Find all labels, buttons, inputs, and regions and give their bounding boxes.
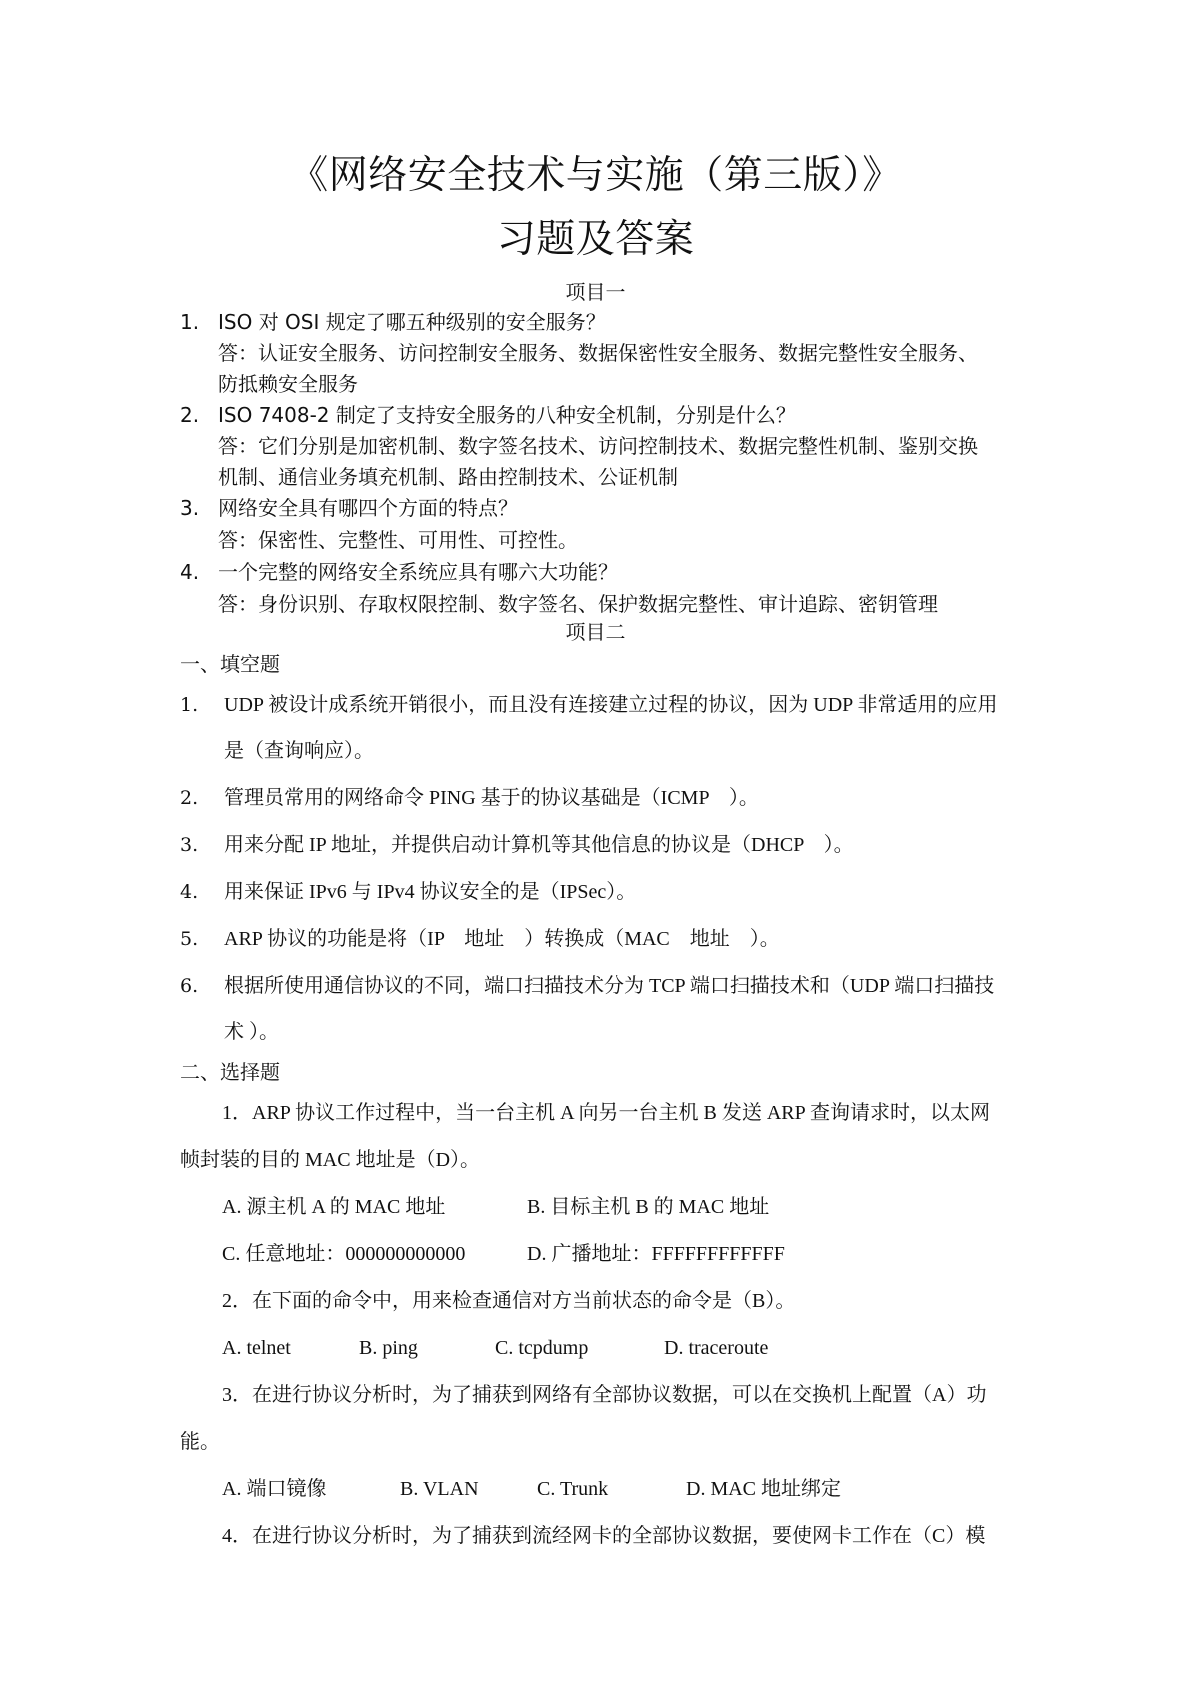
p1-q3-answer-line: 答：保密性、完整性、可用性、可控性。 (218, 528, 578, 552)
fb-q2-number: 2. (180, 787, 199, 809)
choice-q3-option-b: B. VLAN (400, 1478, 479, 1500)
fb-q6-number: 6. (180, 975, 199, 997)
p1-q3-number: 3. (180, 496, 200, 520)
document-subtitle: 习题及答案 (496, 217, 695, 262)
document-title: 《网络安全技术与实施（第三版）》 (289, 153, 902, 198)
p1-q4-answer-line: 答：身份识别、存取权限控制、数字签名、保护数据完整性、审计追踪、密钥管理 (218, 592, 938, 616)
choice-q3-line: 能。 (180, 1431, 220, 1453)
choice-q1-option-b: B. 目标主机 B 的 MAC 地址 (527, 1196, 770, 1218)
choice-q2-option-b: B. ping (359, 1337, 418, 1359)
fb-q1-line: UDP 被设计成系统开销很小，而且没有连接建立过程的协议，因为 UDP 非常适用的应用 (224, 694, 998, 716)
choice-q3-line: 3．在进行协议分析时，为了捕获到网络有全部协议数据，可以在交换机上配置（A）功 (222, 1384, 987, 1406)
choice-q2-line: 2．在下面的命令中，用来检查通信对方当前状态的命令是（B）。 (222, 1290, 796, 1312)
choice-q3-option-d: D. MAC 地址绑定 (686, 1478, 842, 1500)
fb-q3-number: 3. (180, 834, 199, 856)
choice-q2-option-d: D. traceroute (664, 1337, 769, 1359)
fb-q4-number: 4. (180, 881, 199, 903)
choice-q2-option-a: A. telnet (222, 1337, 291, 1359)
p1-q1-question: ISO 对 OSI 规定了哪五种级别的安全服务？ (218, 310, 606, 334)
p1-q1-number: 1. (180, 310, 200, 334)
fb-q1-line: 是（查询响应）。 (224, 740, 374, 762)
p1-q3-question: 网络安全具有哪四个方面的特点？ (218, 496, 518, 520)
p1-q4-question: 一个完整的网络安全系统应具有哪六大功能？ (218, 560, 618, 584)
choice-heading: 二、选择题 (180, 1060, 280, 1084)
choice-q1-option-d: D. 广播地址：FFFFFFFFFFFF (527, 1243, 785, 1265)
fb-q6-line: 术 ）。 (224, 1021, 279, 1043)
choice-q1-line: 1．ARP 协议工作过程中，当一台主机 A 向另一台主机 B 发送 ARP 查询请求时，以太网 (222, 1102, 991, 1124)
choice-q1-line: 帧封装的目的 MAC 地址是（D）。 (180, 1149, 481, 1171)
choice-q4-line: 4．在进行协议分析时，为了捕获到流经网卡的全部协议数据，要使网卡工作在（C）模 (222, 1525, 986, 1547)
fb-q6-line: 根据所使用通信协议的不同，端口扫描技术分为 TCP 端口扫描技术和（UDP 端口扫描技 (224, 975, 995, 997)
p1-q2-answer-line: 机制、通信业务填充机制、路由控制技术、公证机制 (218, 465, 678, 489)
choice-q3-option-c: C. Trunk (537, 1478, 609, 1500)
fb-q5-line: ARP 协议的功能是将（IP 地址 ）转换成（MAC 地址 ）。 (224, 928, 780, 950)
p1-q2-number: 2. (180, 403, 200, 427)
fill-blank-heading: 一、填空题 (180, 652, 280, 676)
project2-heading: 项目二 (565, 620, 626, 644)
p1-q2-question: ISO 7408-2 制定了支持安全服务的八种安全机制，分别是什么？ (218, 403, 796, 427)
p1-q1-answer-line: 防抵赖安全服务 (218, 372, 358, 396)
p1-q4-number: 4. (180, 560, 200, 584)
choice-q1-option-c: C. 任意地址：000000000000 (222, 1243, 466, 1265)
fb-q5-number: 5. (180, 928, 199, 950)
fb-q3-line: 用来分配 IP 地址，并提供启动计算机等其他信息的协议是（DHCP ）。 (224, 834, 854, 856)
project1-heading: 项目一 (565, 280, 626, 304)
fb-q1-number: 1. (180, 694, 199, 716)
fb-q4-line: 用来保证 IPv6 与 IPv4 协议安全的是（IPSec）。 (224, 881, 637, 903)
p1-q1-answer-line: 答：认证安全服务、访问控制安全服务、数据保密性安全服务、数据完整性安全服务、 (218, 341, 978, 365)
choice-q2-option-c: C. tcpdump (495, 1337, 589, 1359)
choice-q1-option-a: A. 源主机 A 的 MAC 地址 (222, 1196, 446, 1218)
fb-q2-line: 管理员常用的网络命令 PING 基于的协议基础是（ICMP ）。 (224, 787, 759, 809)
choice-q3-option-a: A. 端口镜像 (222, 1478, 327, 1500)
p1-q2-answer-line: 答：它们分别是加密机制、数字签名技术、访问控制技术、数据完整性机制、鉴别交换 (218, 434, 978, 458)
